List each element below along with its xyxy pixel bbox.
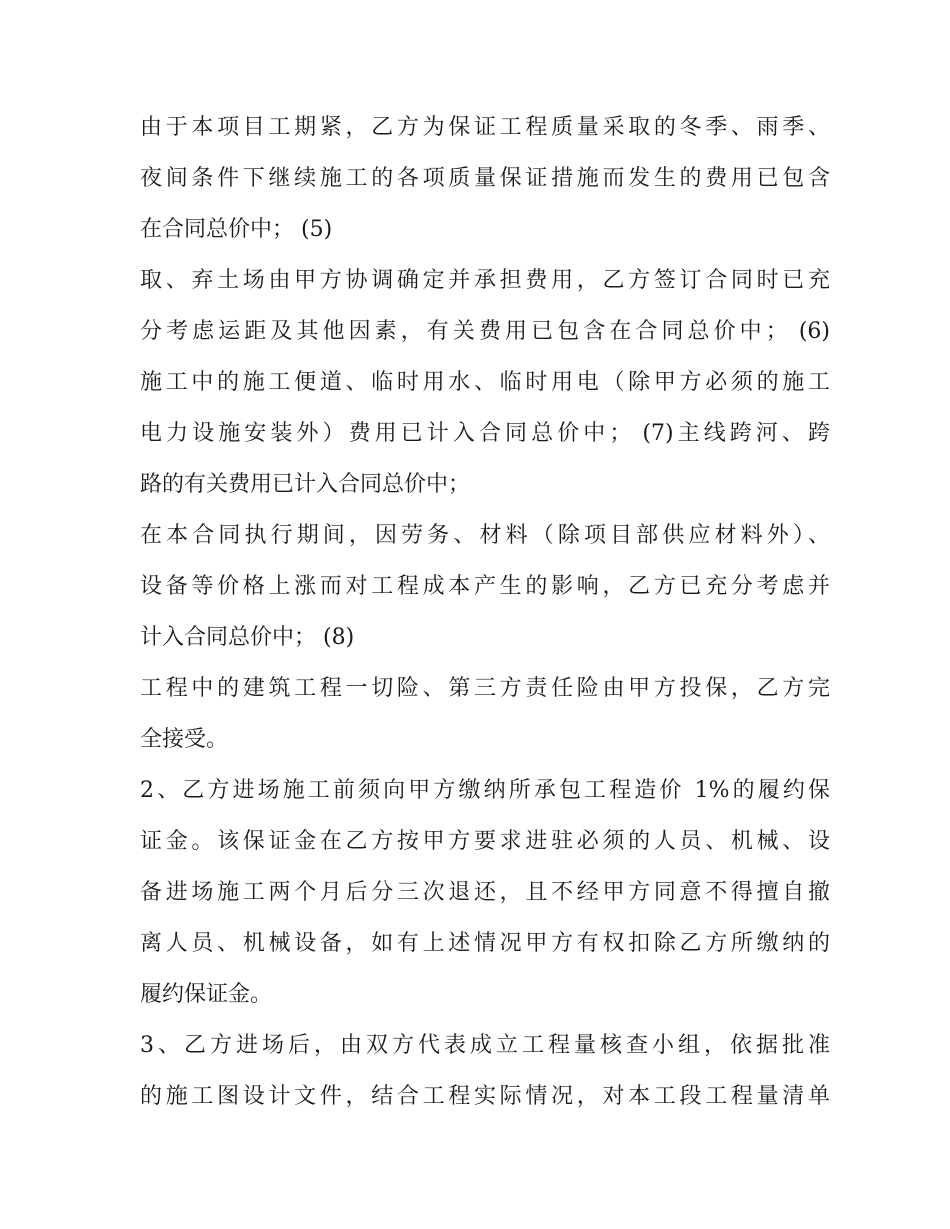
paragraph-section-3 <box>140 1020 830 1122</box>
paragraph-section-2 <box>140 765 830 1020</box>
text-line: 施工中的施工便道、临时用水、临时用电（除甲方必须的施工 <box>140 370 830 395</box>
text-line: 由于本项目工期紧，乙方为保证工程质量采取的冬季、雨季、 <box>140 115 830 140</box>
text-line: 设备等价格上涨而对工程成本产生的影响，乙方已充分考虑并 <box>140 574 830 599</box>
paragraph-clause-7 <box>140 510 830 663</box>
text-line: 在本合同执行期间，因劳务、材料（除项目部供应材料外）、 <box>140 523 830 548</box>
text-line: 电力设施安装外）费用已计入合同总价中； (7)主线跨河、跨 <box>140 421 830 446</box>
text-line: 备进场施工两个月后分三次退还，且不经甲方同意不得擅自撤 <box>140 880 830 905</box>
text-line: 2、乙方进场施工前须向甲方缴纳所承包工程造价 1%的履约保 <box>140 778 830 803</box>
text-line: 取、弃土场由甲方协调确定并承担费用，乙方签订合同时已充 <box>140 268 830 293</box>
text-line: 夜间条件下继续施工的各项质量保证措施而发生的费用已包含 <box>140 166 830 191</box>
text-line: 全接受。 <box>140 727 229 752</box>
paragraph-clause-4 <box>140 102 830 255</box>
text-line: 证金。该保证金在乙方按甲方要求进驻必须的人员、机械、设 <box>140 829 830 854</box>
text-line: 分考虑运距及其他因素，有关费用已包含在合同总价中； (6) <box>140 319 830 344</box>
text-line: 3、乙方进场后，由双方代表成立工程量核查小组，依据批准 <box>140 1033 830 1058</box>
text-line: 计入合同总价中； (8) <box>140 625 355 650</box>
text-line: 履约保证金。 <box>140 982 273 1007</box>
text-line: 的施工图设计文件，结合工程实际情况，对本工段工程量清单 <box>140 1084 830 1109</box>
text-line: 离人员、机械设备，如有上述情况甲方有权扣除乙方所缴纳的 <box>140 931 830 956</box>
text-line: 工程中的建筑工程一切险、第三方责任险由甲方投保，乙方完 <box>140 676 830 701</box>
paragraph-clause-5 <box>140 255 830 357</box>
text-line: 路的有关费用已计入合同总价中； <box>140 472 471 497</box>
paragraph-clause-8 <box>140 663 830 765</box>
text-line: 在合同总价中； (5) <box>140 217 333 242</box>
paragraph-clause-6 <box>140 357 830 510</box>
document-page <box>140 102 830 1122</box>
